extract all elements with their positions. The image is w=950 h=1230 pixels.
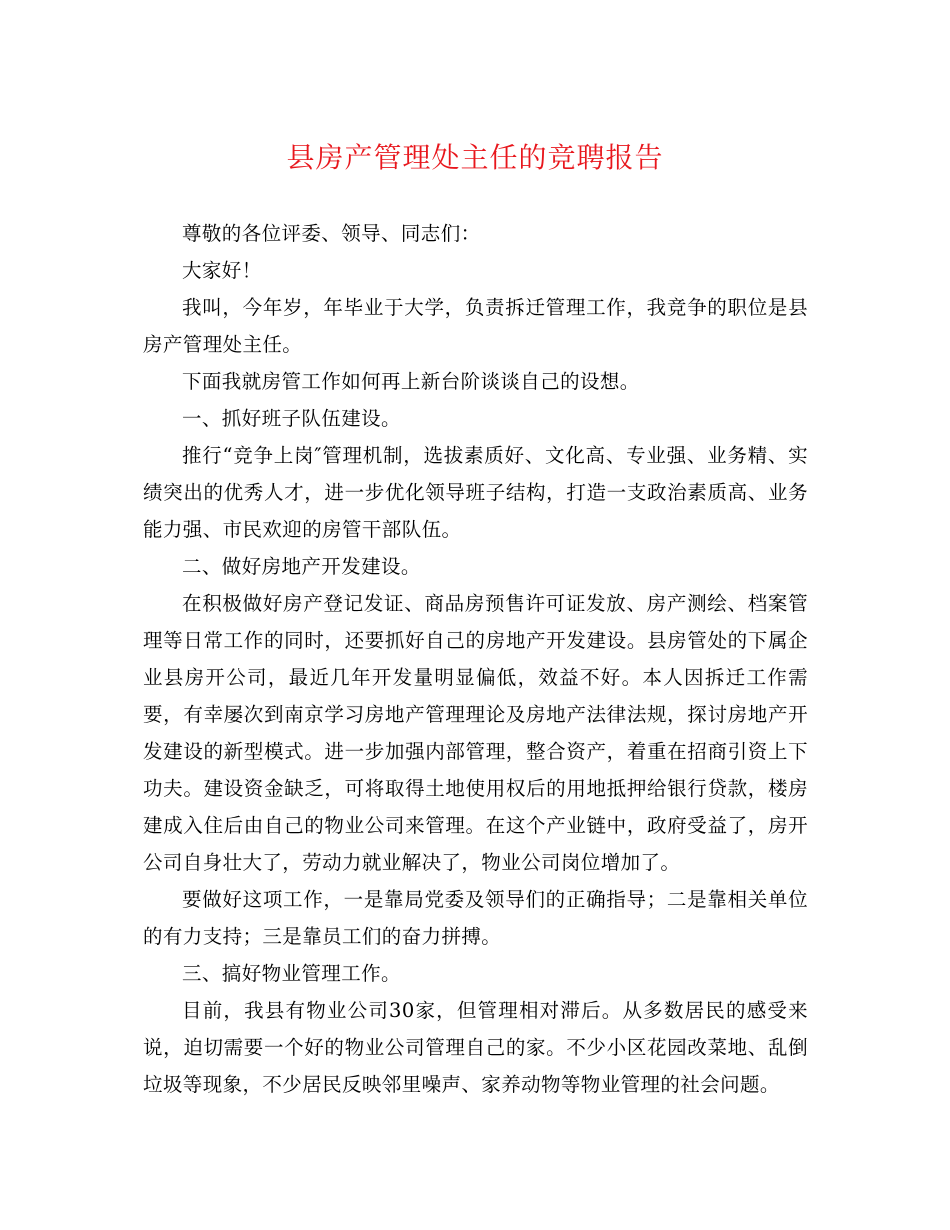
paragraph-salutation: 尊敬的各位评委、领导、同志们：	[182, 222, 481, 245]
paragraph-section-2-support: 要做好这项工作，一是靠局党委及领导们的正确指导；二是靠相关单位的有力支持；三是靠员工们的奋力拼搏。	[143, 888, 808, 948]
section-heading-3: 三、搞好物业管理工作。	[182, 962, 401, 985]
document-body	[143, 215, 808, 1103]
paragraph-section-2: 在积极做好房产登记发证、商品房预售许可证发放、房产测绘、档案管理等日常工作的同时，还要抓好自己的房地产开发建设。县房管处的下属企业县房开公司，最近几年开发量明显偏低，效益不好。本人因拆迁工作需要，有幸屡次到南京学习房地产管理理论及房地产法律法规，探讨房地产开发建设的新型模式。进一步加强内部管理，整合资产，着重在招商引资上下功夫。建设资金缺乏，可将取得土地使用权后的用地抵押给银行贷款，楼房建成入住后由自己的物业公司来管理。在这个产业链中，政府受益了，房开公司自身壮大了，劳动力就业解决了，物业公司岗位增加了。	[143, 592, 808, 874]
document-title: 县房产管理处主任的竞聘报告	[286, 141, 664, 174]
section-heading-2: 二、做好房地产开发建设。	[182, 555, 421, 578]
paragraph-greeting: 大家好！	[182, 259, 262, 282]
section-heading-1: 一、抓好班子队伍建设。	[182, 407, 401, 430]
paragraph-self-intro: 我叫，今年岁，年毕业于大学，负责拆迁管理工作，我竞争的职位是县房产管理处主任。	[143, 296, 808, 356]
paragraph-intro-topic: 下面我就房管工作如何再上新台阶谈谈自己的设想。	[182, 370, 640, 393]
paragraph-section-3: 目前，我县有物业公司30家，但管理相对滞后。从多数居民的感受来说，迫切需要一个好的物业公司管理自己的家。不少小区花园改菜地、乱倒垃圾等现象，不少居民反映邻里噪声、家养动物等物业管理的社会问题。	[143, 999, 808, 1096]
paragraph-section-1: 推行“竞争上岗″管理机制，选拔素质好、文化高、专业强、业务精、实绩突出的优秀人才，进一步优化领导班子结构，打造一支政治素质高、业务能力强、市民欢迎的房管干部队伍。	[143, 444, 808, 541]
